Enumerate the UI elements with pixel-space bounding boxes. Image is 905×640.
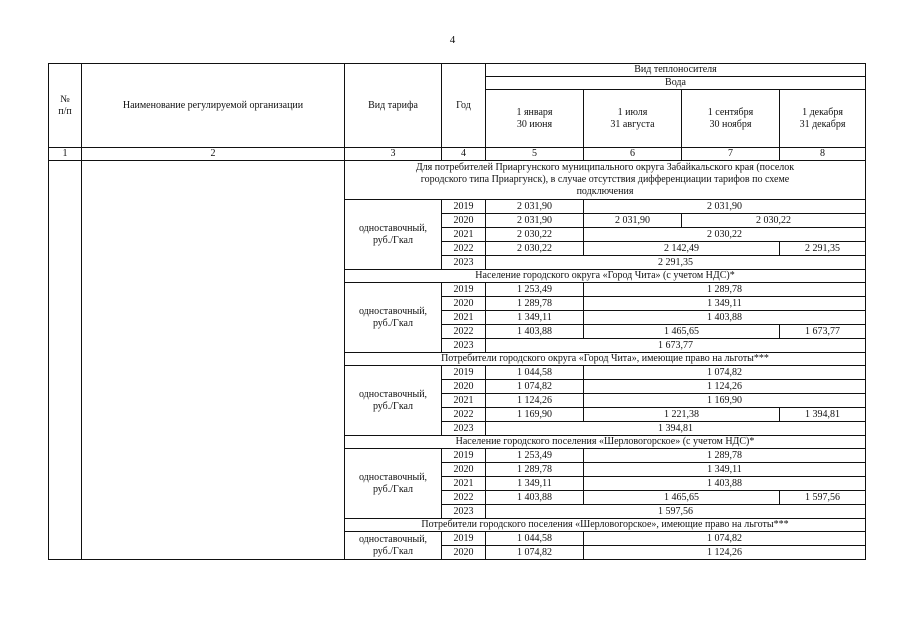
value-cell: 1 465,65 <box>584 491 780 505</box>
num-cell <box>49 161 82 560</box>
col-number: 6 <box>584 148 682 161</box>
section-title: Потребители городского поселения «Шерловогорское», имеющие право на льготы*** <box>345 519 866 532</box>
value-cell: 1 403,88 <box>584 311 866 325</box>
value-cell: 1 349,11 <box>584 297 866 311</box>
value-cell: 1 403,88 <box>584 477 866 491</box>
year-cell: 2022 <box>442 325 486 339</box>
year-cell: 2021 <box>442 228 486 242</box>
value-cell: 1 074,82 <box>486 546 584 560</box>
value-cell: 1 673,77 <box>780 325 866 339</box>
year-cell: 2022 <box>442 491 486 505</box>
value-cell: 1 465,65 <box>584 325 780 339</box>
year-cell: 2019 <box>442 449 486 463</box>
year-cell: 2023 <box>442 422 486 436</box>
year-cell: 2021 <box>442 394 486 408</box>
value-cell: 2 030,22 <box>486 228 584 242</box>
value-cell: 1 403,88 <box>486 491 584 505</box>
value-cell: 2 030,22 <box>584 228 866 242</box>
col-number: 2 <box>82 148 345 161</box>
header-period-2: 1 июля 31 августа <box>584 90 682 148</box>
header-coolant-type: Вид теплоносителя <box>486 64 866 77</box>
section-heading-row <box>49 161 866 200</box>
value-cell: 1 124,26 <box>584 546 866 560</box>
value-cell: 1 349,11 <box>486 477 584 491</box>
header-period-3: 1 сентября 30 ноября <box>682 90 780 148</box>
value-cell: 1 349,11 <box>584 463 866 477</box>
section-title: Потребители городского округа «Город Чита», имеющие право на льготы*** <box>345 353 866 366</box>
value-cell: 2 031,90 <box>486 214 584 228</box>
value-cell: 1 044,58 <box>486 366 584 380</box>
section-title: Население городского поселения «Шерловогорское» (с учетом НДС)* <box>345 436 866 449</box>
value-cell: 1 403,88 <box>486 325 584 339</box>
col-number: 1 <box>49 148 82 161</box>
year-cell: 2019 <box>442 532 486 546</box>
tariff-type-cell: одноставочный, руб./Гкал <box>345 532 442 560</box>
value-cell: 1 289,78 <box>486 463 584 477</box>
year-cell: 2023 <box>442 505 486 519</box>
section-title: Население городского округа «Город Чита» (с учетом НДС)* <box>345 270 866 283</box>
value-cell: 1 597,56 <box>486 505 866 519</box>
year-cell: 2019 <box>442 283 486 297</box>
header-year: Год <box>442 64 486 148</box>
year-cell: 2022 <box>442 408 486 422</box>
header-period-4: 1 декабря 31 декабря <box>780 90 866 148</box>
value-cell: 1 169,90 <box>486 408 584 422</box>
col-number: 7 <box>682 148 780 161</box>
year-cell: 2020 <box>442 546 486 560</box>
col-number: 5 <box>486 148 584 161</box>
value-cell: 1 289,78 <box>584 283 866 297</box>
value-cell: 1 074,82 <box>486 380 584 394</box>
year-cell: 2021 <box>442 311 486 325</box>
year-cell: 2020 <box>442 297 486 311</box>
value-cell: 1 289,78 <box>486 297 584 311</box>
table-header <box>49 64 866 161</box>
value-cell: 2 142,49 <box>584 242 780 256</box>
value-cell: 1 044,58 <box>486 532 584 546</box>
value-cell: 2 031,90 <box>584 200 866 214</box>
section-title: Для потребителей Приаргунского муниципального округа Забайкальского края (поселок городского типа Приаргунск), в случае отсутствия дифференциации тарифов по схеме подключения <box>345 161 866 200</box>
tariff-table <box>48 63 866 560</box>
col-number: 8 <box>780 148 866 161</box>
year-cell: 2021 <box>442 477 486 491</box>
header-period-1: 1 января 30 июня <box>486 90 584 148</box>
tariff-type-cell: одноставочный, руб./Гкал <box>345 366 442 436</box>
tariff-type-cell: одноставочный, руб./Гкал <box>345 200 442 270</box>
year-cell: 2020 <box>442 380 486 394</box>
value-cell: 1 673,77 <box>486 339 866 353</box>
year-cell: 2022 <box>442 242 486 256</box>
year-cell: 2020 <box>442 214 486 228</box>
value-cell: 1 074,82 <box>584 532 866 546</box>
value-cell: 2 291,35 <box>780 242 866 256</box>
value-cell: 1 394,81 <box>780 408 866 422</box>
value-cell: 1 349,11 <box>486 311 584 325</box>
year-cell: 2023 <box>442 339 486 353</box>
value-cell: 1 289,78 <box>584 449 866 463</box>
header-tariff-type: Вид тарифа <box>345 64 442 148</box>
value-cell: 1 169,90 <box>584 394 866 408</box>
year-cell: 2023 <box>442 256 486 270</box>
org-name-cell <box>82 161 345 560</box>
header-water: Вода <box>486 77 866 90</box>
value-cell: 1 253,49 <box>486 283 584 297</box>
value-cell: 2 031,90 <box>486 200 584 214</box>
page-number: 4 <box>449 34 456 46</box>
col-number: 4 <box>442 148 486 161</box>
header-org: Наименование регулируемой организации <box>82 64 345 148</box>
value-cell: 1 394,81 <box>486 422 866 436</box>
value-cell: 1 597,56 <box>780 491 866 505</box>
value-cell: 1 253,49 <box>486 449 584 463</box>
tariff-type-cell: одноставочный, руб./Гкал <box>345 449 442 519</box>
value-cell: 1 221,38 <box>584 408 780 422</box>
value-cell: 2 291,35 <box>486 256 866 270</box>
value-cell: 2 030,22 <box>682 214 866 228</box>
value-cell: 1 124,26 <box>584 380 866 394</box>
tariff-type-cell: одноставочный, руб./Гкал <box>345 283 442 353</box>
value-cell: 2 031,90 <box>584 214 682 228</box>
year-cell: 2019 <box>442 366 486 380</box>
value-cell: 1 124,26 <box>486 394 584 408</box>
year-cell: 2020 <box>442 463 486 477</box>
year-cell: 2019 <box>442 200 486 214</box>
value-cell: 2 030,22 <box>486 242 584 256</box>
value-cell: 1 074,82 <box>584 366 866 380</box>
table-body <box>49 161 866 560</box>
col-number: 3 <box>345 148 442 161</box>
header-num: № п/п <box>49 64 82 148</box>
